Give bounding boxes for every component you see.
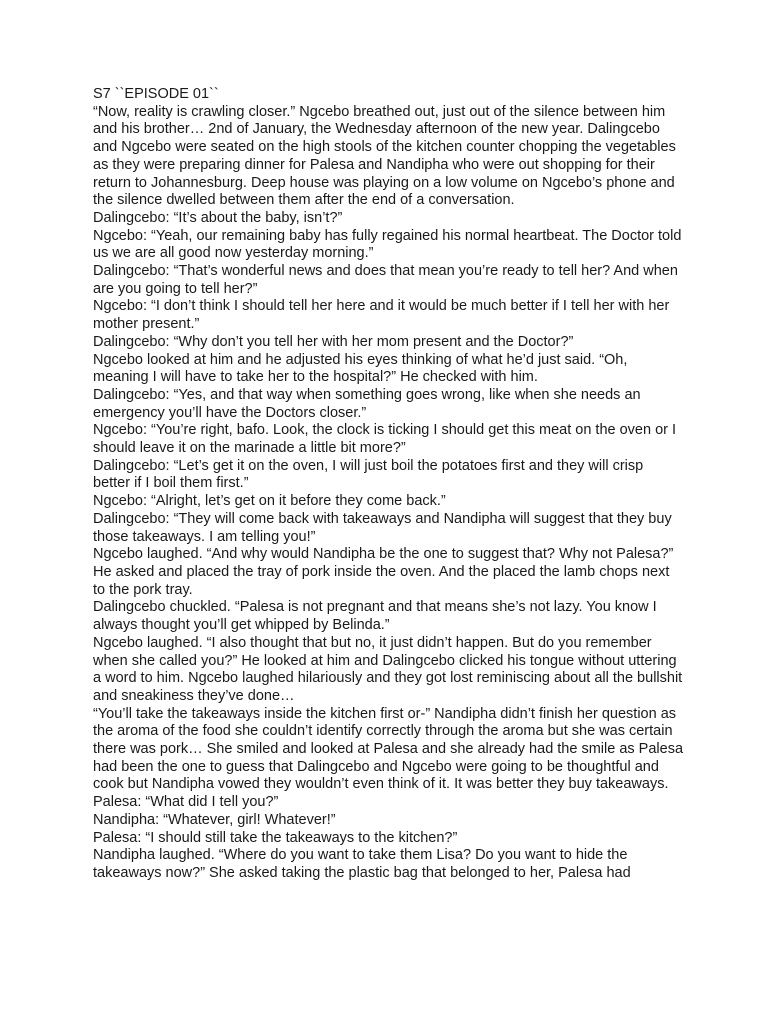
document-page: [93, 86, 683, 883]
paragraph: Ngcebo laughed. “I also thought that but no, it just didn’t happen. But do you remember when she called you?” He looked at him and Dalingcebo clicked his tongue without uttering a word to him. Ngcebo laughed hilariously and they got lost reminiscing about all the bullshit and sneakiness they’ve done…: [93, 634, 683, 704]
paragraph: Dalingcebo: “They will come back with takeaways and Nandipha will suggest that they buy those takeaways. I am telling you!”: [93, 510, 672, 545]
paragraph: “You’ll take the takeaways inside the kitchen first or-” Nandipha didn’t finish her question as the aroma of the food she couldn’t identify correctly through the aroma but she was certain there was pork… She smiled and looked at Palesa and she already had the smile as Palesa had been the one to guess that Dalingcebo and Ngcebo were going to be thoughtful and cook but Nandipha vowed they wouldn’t even think of it. It was better they buy takeaways.: [93, 705, 684, 793]
paragraph: Palesa: “I should still take the takeaways to the kitchen?”: [93, 829, 458, 846]
paragraph: Dalingcebo: “That’s wonderful news and does that mean you’re ready to tell her? And when are you going to tell her?”: [93, 263, 678, 297]
paragraph: Dalingcebo: “It’s about the baby, isn’t?”: [93, 209, 343, 226]
paragraph: Ngcebo: “Alright, let’s get on it before they come back.”: [93, 493, 446, 510]
paragraph: Dalingcebo: “Why don’t you tell her with her mom present and the Doctor?”: [93, 333, 574, 350]
paragraph: Ngcebo looked at him and he adjusted his eyes thinking of what he’d just said. “Oh, meaning I will have to take her to the hospital?” He checked with him.: [93, 351, 628, 386]
paragraph: Dalingcebo: “Yes, and that way when something goes wrong, like when she needs an emergency you’ll have the Doctors closer.”: [93, 386, 641, 421]
paragraph: Dalingcebo: “Let’s get it on the oven, I will just boil the potatoes first and they will crisp better if I boil them first.”: [93, 457, 644, 492]
paragraph: Palesa: “What did I tell you?”: [93, 794, 279, 811]
paragraph: Ngcebo: “Yeah, our remaining baby has fully regained his normal heartbeat. The Doctor told us we are all good now yesterday morning.”: [93, 227, 682, 262]
episode-heading: S7 ``EPISODE 01``: [93, 86, 219, 102]
paragraph: Ngcebo laughed. “And why would Nandipha be the one to suggest that? Why not Palesa?” He asked and placed the tray of pork inside the oven. And the placed the lamb chops next to the pork tray.: [93, 546, 674, 598]
paragraph: Nandipha: “Whatever, girl! Whatever!”: [93, 811, 336, 828]
paragraph: Ngcebo: “I don’t think I should tell her here and it would be much better if I tell her with her mother present.”: [93, 298, 670, 333]
paragraph: “Now, reality is crawling closer.” Ngcebo breathed out, just out of the silence between him and his brother… 2nd of January, the Wednesday afternoon of the new year. Dalingcebo and Ngcebo were seated on the high stools of the kitchen counter chopping the vegetables as they were preparing dinner for Palesa and Nandipha who were out shopping for their return to Johannesburg. Deep house was playing on a low volume on Ngcebo’s phone and the silence dwelled between them after the end of a conversation.: [93, 103, 676, 209]
paragraph: Dalingcebo chuckled. “Palesa is not pregnant and that means she’s not lazy. You know I always thought you’ll get whipped by Belinda.”: [93, 599, 657, 634]
paragraph: Nandipha laughed. “Where do you want to take them Lisa? Do you want to hide the takeaways now?” She asked taking the plastic bag that belonged to her, Palesa had: [93, 847, 631, 881]
paragraph: Ngcebo: “You’re right, bafo. Look, the clock is ticking I should get this meat on the oven or I should leave it on the marinade a little bit more?”: [93, 422, 677, 457]
